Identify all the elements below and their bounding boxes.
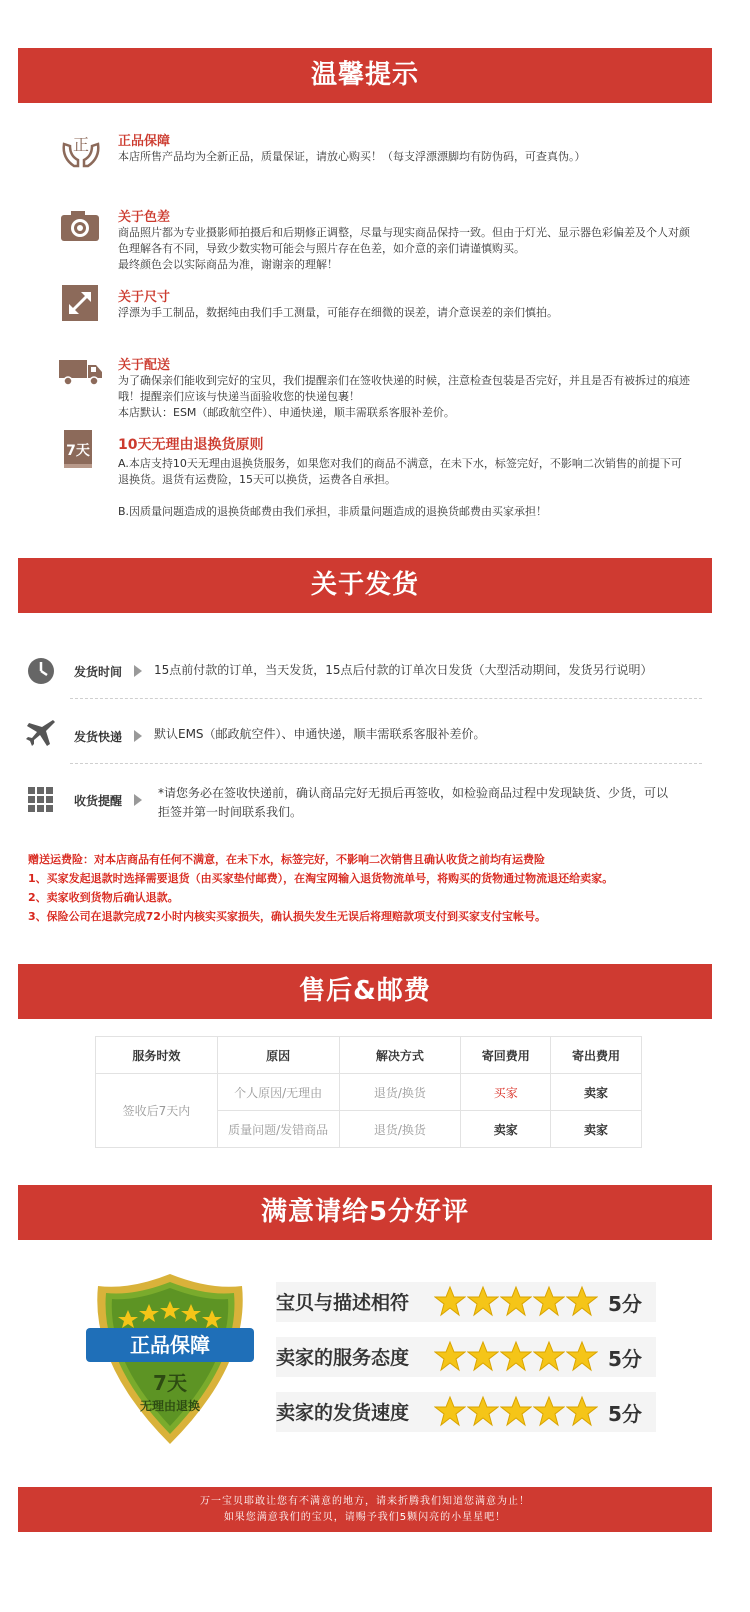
tip-line: 本店所售产品均为全新正品，质量保证，请放心购买！（每支浮漂漂脚均有防伪码，可查真伪。） (118, 150, 586, 163)
tip-line: 为了确保亲们能收到完好的宝贝，我们提醒亲们在签收快递的时候，注意检查包装是否完好，并且是否有被拆过的痕迹哦！提醒亲们应该与快递当面验收您的快递包裹！ (118, 374, 690, 403)
divider (70, 763, 702, 764)
rating-score: 5分 (608, 1402, 642, 1426)
rating-label: 卖家的发货速度 (276, 1402, 410, 1424)
tip-title: 关于配送 (118, 358, 171, 373)
ship-label: 收货提醒 (74, 794, 123, 808)
ship-row-courier (26, 718, 706, 758)
star-icon (566, 1340, 598, 1372)
star-icon (467, 1340, 499, 1372)
tip-body (118, 225, 692, 273)
tip-body (118, 305, 692, 321)
ship-label: 发货快递 (74, 730, 123, 744)
star-icon (500, 1395, 532, 1427)
table-header-row (96, 1037, 642, 1074)
ship-text: 默认EMS（邮政航空件）、申通快递，顺丰需联系客服补差价。 (154, 727, 486, 741)
ship-row-receipt (26, 784, 706, 830)
method-cell: 退货/换货 (339, 1074, 461, 1111)
zheng-glyph: 正 (72, 135, 90, 154)
star-icon (467, 1395, 499, 1427)
note-line: 2、卖家收到货物后确认退款。 (28, 891, 179, 904)
rating-banner: 满意请给5分好评 (18, 1185, 712, 1240)
star-icon (533, 1340, 565, 1372)
star-icon (434, 1395, 466, 1427)
tip-body (118, 456, 692, 520)
tips-banner: 温馨提示 (18, 48, 712, 103)
table-row (96, 1074, 642, 1111)
reason-cell: 个人原因/无理由 (217, 1074, 339, 1111)
truck-icon (58, 354, 104, 394)
tip-authentic (58, 130, 698, 180)
star-icon (566, 1395, 598, 1427)
send-fee-cell: 卖家 (551, 1111, 642, 1148)
aftersale-table (95, 1036, 642, 1148)
rating-row-description (276, 1282, 656, 1322)
arrow-right-icon (134, 730, 142, 742)
badge-sub: 无理由退换 (139, 1399, 201, 1413)
rating-score: 5分 (608, 1347, 642, 1371)
tip-body (118, 149, 692, 165)
ship-label: 发货时间 (74, 665, 123, 679)
camera-icon (58, 206, 104, 246)
table-header: 寄出费用 (551, 1037, 642, 1074)
tip-color (58, 206, 698, 276)
seven-day-glyph: 7天 (66, 443, 90, 459)
star-icon (500, 1340, 532, 1372)
reason-cell: 质量问题/发错商品 (217, 1111, 339, 1148)
table-header: 原因 (217, 1037, 339, 1074)
rating-label: 卖家的服务态度 (276, 1347, 410, 1369)
rating-row-shipping (276, 1392, 656, 1432)
period-cell: 签收后7天内 (96, 1074, 218, 1148)
guarantee-badge (80, 1268, 260, 1448)
shipping-banner: 关于发货 (18, 558, 712, 613)
rating-score: 5分 (608, 1292, 642, 1316)
star-icon (434, 1340, 466, 1372)
insurance-notes (28, 850, 728, 926)
footer-banner (18, 1487, 712, 1532)
seven-day-icon (58, 430, 104, 470)
table-header: 解决方式 (339, 1037, 461, 1074)
tip-title: 关于尺寸 (118, 290, 171, 305)
tip-line (118, 488, 692, 504)
star-icon (533, 1395, 565, 1427)
star-icon (467, 1285, 499, 1317)
ship-text: *请您务必在签收快递前，确认商品完好无损后再签收，如检验商品过程中发现缺货、少货，可以拒签并第一时间联系我们。 (158, 786, 669, 819)
grid-icon (26, 785, 56, 815)
star-icon (434, 1285, 466, 1317)
note-line: 赠送运费险：对本店商品有任何不满意，在未下水，标签完好，不影响二次销售且确认收货之前均有运费险 (28, 853, 545, 866)
tip-body (118, 373, 692, 421)
ship-text: 15点前付款的订单，当天发货，15点后付款的订单次日发货（大型活动期间，发货另行说明） (154, 663, 653, 677)
tip-line: 最终颜色会以实际商品为准，谢谢亲的理解！ (118, 258, 338, 271)
tip-line: 浮漂为手工制品，数据纯由我们手工测量，可能存在细微的误差，请介意误差的亲们慎拍。 (118, 306, 558, 319)
method-cell: 退货/换货 (339, 1111, 461, 1148)
aftersale-banner: 售后&邮费 (18, 964, 712, 1019)
star-icon (500, 1285, 532, 1317)
clock-icon (26, 656, 56, 686)
tip-return-policy (58, 434, 698, 529)
tip-line: 商品照片都为专业摄影师拍摄后和后期修正调整，尽量与现实商品保持一致。但由于灯光、显示器色彩偏差及个人对颜色理解各有不同，导致少数实物可能会与照片存在色差，如介意的亲们请谨慎购买。 (118, 226, 690, 255)
table-header: 服务时效 (96, 1037, 218, 1074)
tip-line: 本店默认：ESM（邮政航空件）、申通快递，顺丰需联系客服补差价。 (118, 406, 455, 419)
footer-line: 如果您满意我们的宝贝，请赐予我们5颗闪亮的小星星吧！ (223, 1512, 507, 1523)
footer-line: 万一宝贝耶敢让您有不满意的地方，请来折腾我们知道您满意为止！ (200, 1496, 530, 1507)
send-fee-cell: 卖家 (551, 1074, 642, 1111)
return-fee-cell: 买家 (461, 1074, 551, 1111)
tip-title: 关于色差 (118, 210, 171, 225)
badge-days: 7天 (153, 1371, 187, 1395)
airplane-icon (26, 718, 56, 748)
ship-row-time (26, 656, 706, 696)
star-icon (566, 1285, 598, 1317)
rating-label: 宝贝与描述相符 (276, 1292, 410, 1314)
note-line: 1、买家发起退款时选择需要退货（由买家垫付邮费），在淘宝网输入退货物流单号，将购买的货物通过物流退还给卖家。 (28, 872, 614, 885)
note-line: 3、保险公司在退款完成72小时内核实买家损失，确认损失发生无误后将理赔款项支付到买家支付宝帐号。 (28, 910, 546, 923)
rating-row-service (276, 1337, 656, 1377)
divider (70, 698, 702, 699)
star-icon (533, 1285, 565, 1317)
tip-delivery (58, 354, 698, 424)
tip-title: 正品保障 (118, 134, 171, 149)
arrow-right-icon (134, 665, 142, 677)
tip-line: B.因质量问题造成的退换货邮费由我们承担，非质量问题造成的退换货邮费由买家承担！ (118, 505, 548, 518)
resize-icon (58, 283, 104, 323)
badge-title: 正品保障 (130, 1333, 210, 1357)
tip-size (58, 286, 698, 326)
return-fee-cell: 卖家 (461, 1111, 551, 1148)
tip-title: 10天无理由退换货原则 (118, 437, 264, 453)
tip-line: A.本店支持10天无理由退换货服务，如果您对我们的商品不满意，在未下水，标签完好，不影响二次销售的前提下可退换货。退货有运费险，15天可以换货，运费各自承担。 (118, 457, 682, 486)
table-header: 寄回费用 (461, 1037, 551, 1074)
arrow-right-icon (134, 794, 142, 806)
shield-hands-icon (58, 130, 104, 170)
